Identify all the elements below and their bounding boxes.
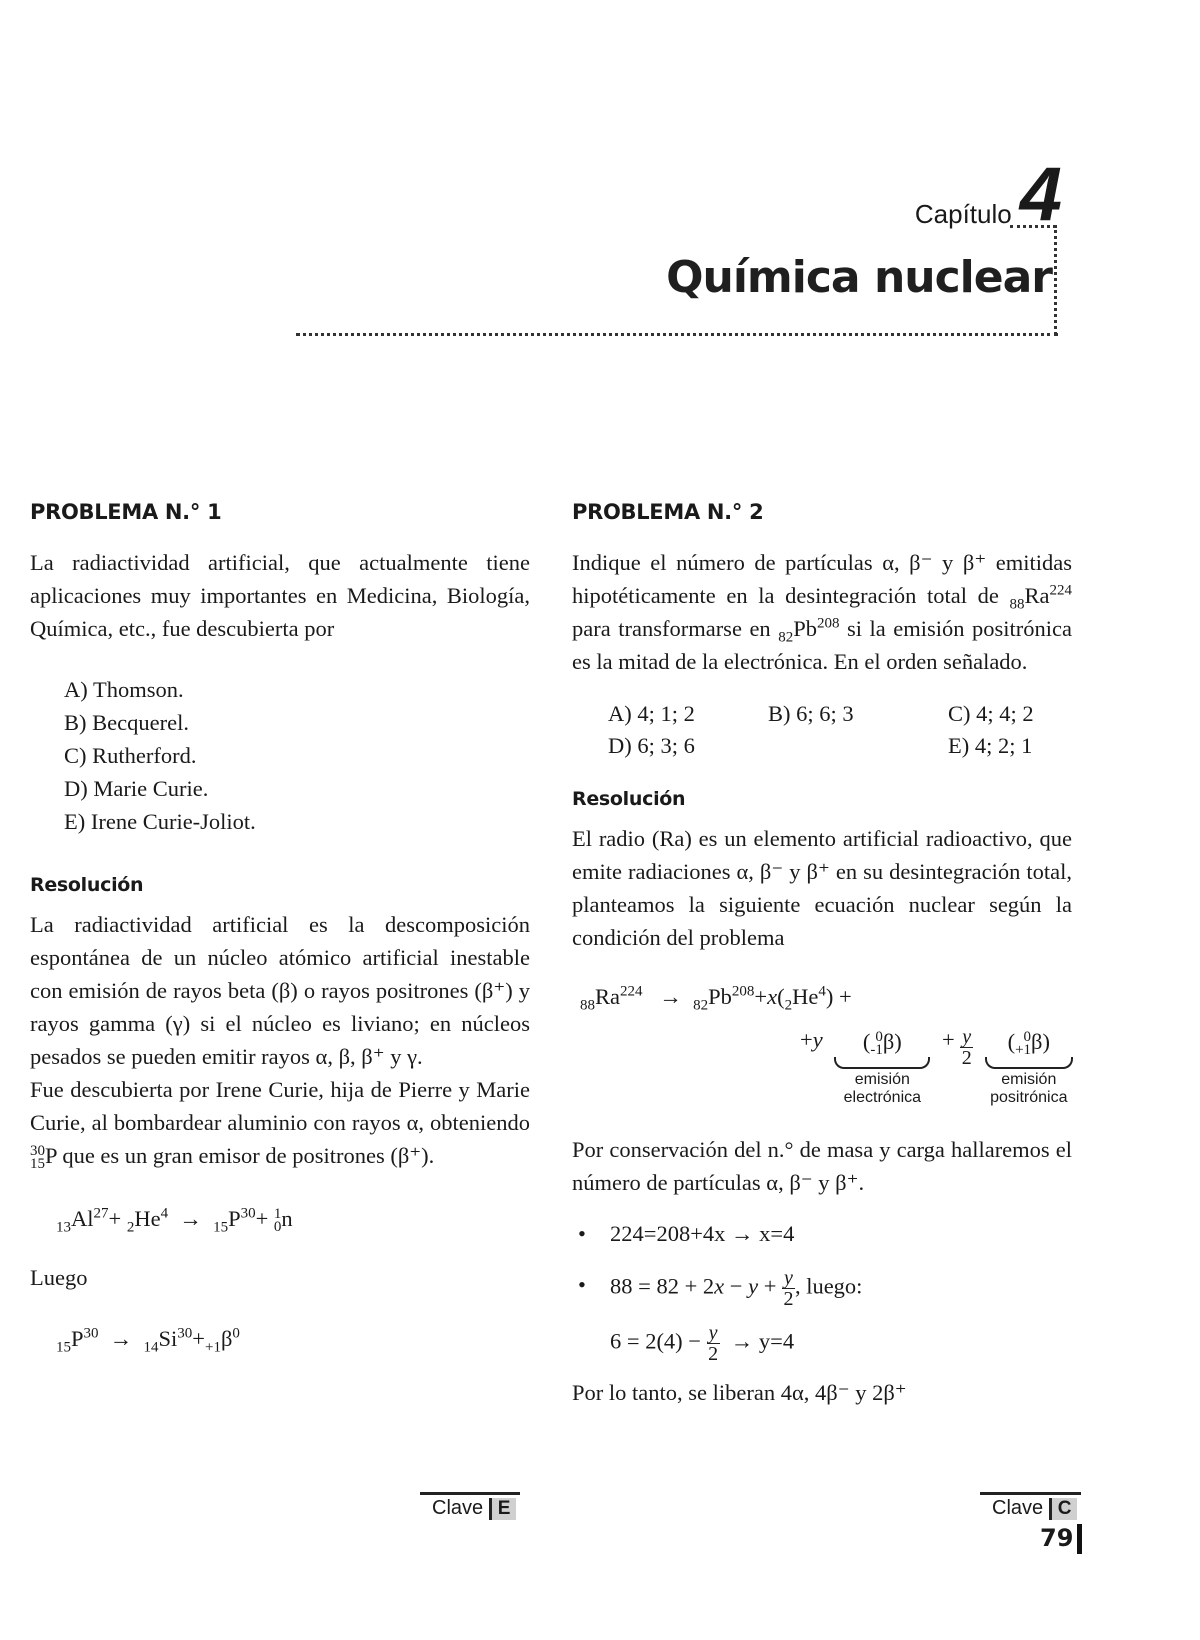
option-c: C) 4; 4; 2 <box>948 701 1034 726</box>
problem-2-heading: PROBLEMA N.° 2 <box>572 500 764 524</box>
label-electronic-1: emisión <box>854 1071 910 1088</box>
problem-1-resolution-text: La radiactividad artificial es la descomposición espontánea de un núcleo atómico artificial inestable con emisión de rayos beta (β) o rayos positrones (β⁺) y rayos gamma (γ) si el núcleo es liviano; en núcleos pesados se pueden emitir rayos α, β, β⁺ y γ. <box>30 912 530 1069</box>
equation-ra-decay: $_{88}Ra^{224} \to _{82}Pb^{208}+x(_2He^4)$ + <box>580 983 852 1014</box>
problem-1-resolution-heading: Resolución <box>30 874 144 896</box>
problem-2-resolution-text: El radio (Ra) es un elemento artificial radioactivo, que emite radiaciones α, β⁻ y β⁺ en su desintegración total, planteamos la siguiente ecuación nuclear según la condición del problema <box>572 826 1072 950</box>
problem-2-resolution-heading: Resolución <box>572 788 686 810</box>
problem-1-resolution-text-2: Fue descubierta por Irene Curie, hija de Pierre y Marie Curie, al bombardear aluminio con rayos α, obteniendo 30 15P que es un gran emisor de positrones (β⁺). <box>30 1077 530 1172</box>
chapter-title: Química nuclear <box>666 252 1052 303</box>
option-d: D) Marie Curie. <box>64 776 209 801</box>
clave-answer-1: E <box>489 1498 517 1520</box>
luego-text: Luego <box>30 1265 88 1290</box>
problem-1 <box>30 500 530 1355</box>
problem-1-heading: PROBLEMA N.° 1 <box>30 500 222 524</box>
clave-answer-2: C <box>1049 1498 1078 1520</box>
equation-al-he: $_{13}Al^{27}+ _2He^4 \to _{15}P^{30}+ 1$ 0n <box>56 1205 293 1236</box>
option-c: C) Rutherford. <box>64 743 197 768</box>
isotope-p30: 30 15P <box>30 1142 57 1172</box>
clave-box-1: Clave E <box>420 1492 520 1520</box>
divider-dotted-vertical <box>1054 225 1057 335</box>
option-d: D) 6; 3; 6 <box>608 733 695 758</box>
option-e: E) 4; 2; 1 <box>948 733 1033 758</box>
label-positronic-2: positrónica <box>990 1089 1068 1106</box>
positronic-emission-group: ( 0 +1β) emisión positrónica <box>979 1027 1079 1107</box>
page-number: 79 <box>1040 1524 1082 1554</box>
option-b: B) 6; 6; 3 <box>768 701 854 726</box>
problem-2 <box>572 500 1072 1409</box>
option-e: E) Irene Curie-Joliot. <box>64 809 256 834</box>
problem-1-options <box>30 673 530 838</box>
problem-1-statement: La radiactividad artificial, que actualmente tiene aplicaciones muy importantes en Medicina, Biología, Química, etc., fue descubierta por <box>30 550 530 641</box>
label-electronic-2: electrónica <box>843 1089 922 1106</box>
option-b: B) Becquerel. <box>64 710 189 735</box>
problem-2-conclusion: Por lo tanto, se liberan 4α, 4β⁻ y 2β⁺ <box>572 1380 907 1405</box>
option-a: A) Thomson. <box>64 677 184 702</box>
bullet-charge: • 88 = 82 + 2x − y + $\frac{y}{2}$ , luego: <box>572 1268 1072 1309</box>
electronic-emission-group: ( 0 -1β) emisión electrónica <box>828 1027 936 1107</box>
divider-dotted-top <box>1010 225 1056 228</box>
chapter-label: Capítulo <box>914 199 1012 229</box>
problem-2-resolution-text-2: Por conservación del n.° de masa y carga hallaremos el número de partículas α, β⁻ y β⁺. <box>572 1137 1072 1195</box>
problem-2-options <box>608 698 1072 762</box>
chapter-number: 4 <box>1019 152 1062 237</box>
problem-2-statement: Indique el número de partículas α, β⁻ y β⁺ emitidas hipotéticamente en la desintegración total de $_{88}Ra^{224}$ para transformarse en $_{82}Pb^{208}$ si la emisión positrónica es la mitad de la electrónica. En el orden señalado. <box>572 550 1073 674</box>
clave-box-2: Clave C <box>980 1492 1081 1520</box>
label-positronic-1: emisión <box>1001 1071 1057 1088</box>
charge-solution: 6 = 2(4) − $\frac{y}{2}$ → y=4 <box>610 1322 795 1365</box>
chapter-header <box>914 152 1062 237</box>
divider-dotted-horizontal <box>296 333 1058 336</box>
equation-ra-decay-line2: +y ( 0 -1β) emisión electrónica + $\frac{y}{2}$ ( 0 +1β) emisión positrónica <box>800 1027 1072 1107</box>
option-a: A) 4; 1; 2 <box>608 701 695 726</box>
equation-p-si: $_{15}P^{30} \to _{14}Si^{30}+_{+1}\beta^0$ <box>56 1325 240 1356</box>
bullet-mass: • 224=208+4x → x=4 <box>572 1217 1072 1250</box>
